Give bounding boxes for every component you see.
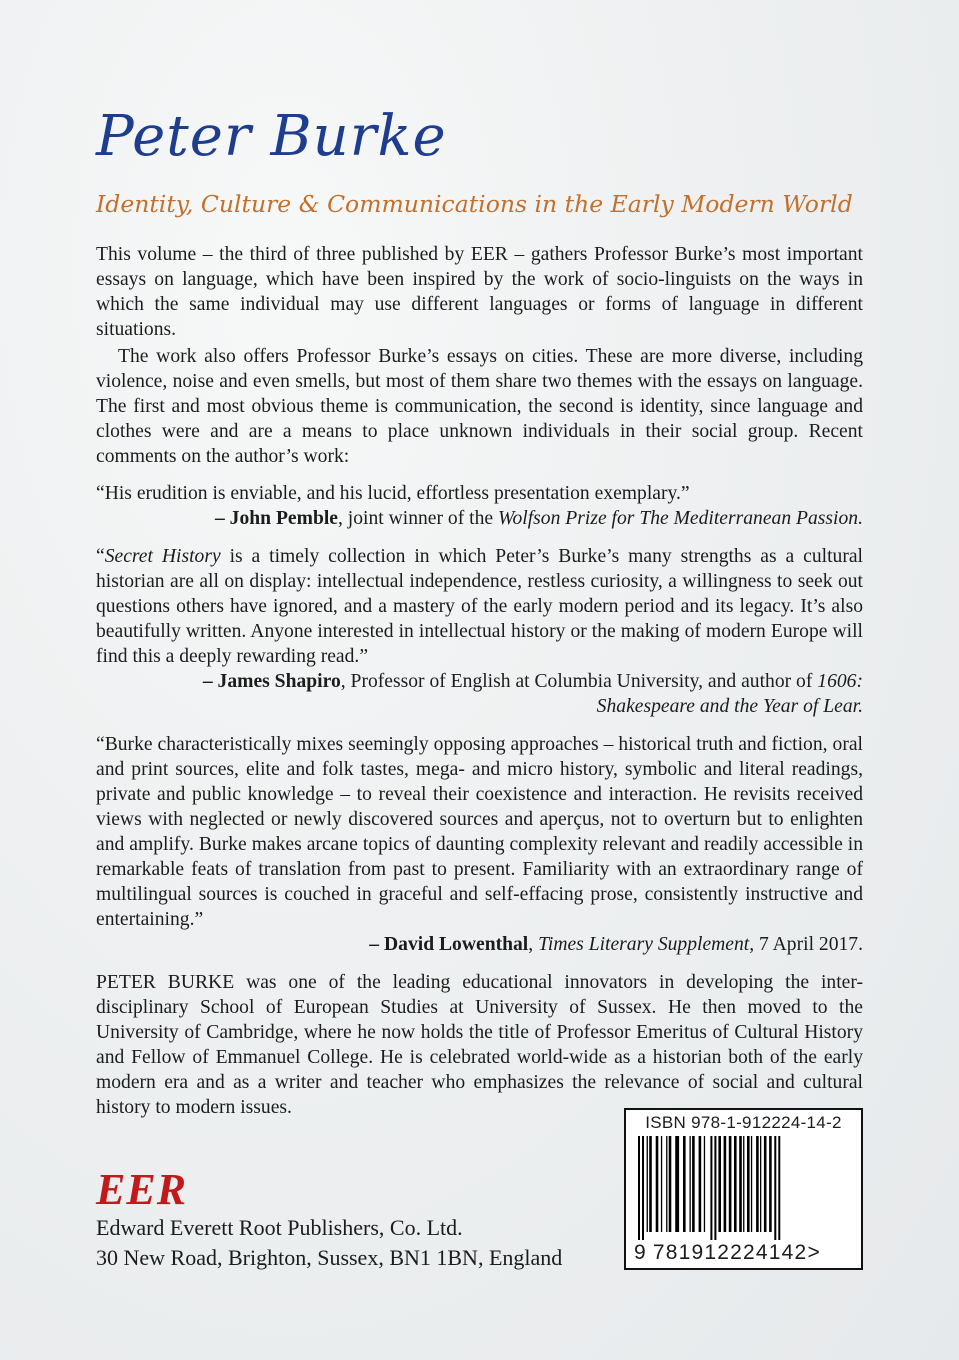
isbn-digits: 9 781912224142> xyxy=(634,1241,821,1264)
book-subtitle: Identity, Culture & Communications in the Early Modern World xyxy=(96,190,853,218)
quote-text: “Secret History is a timely collection in which Peter’s Burke’s many strengths as a cultural historian are all on display: intellectual independence, restless curiosity, a willingness to seek out questions others have ignored, and a mastery of the early modern period and its legacy. It’s also beautifully written. Anyone interested in intellectual history or the making of modern Europe will find this a deeply rewarding read.” xyxy=(96,546,863,667)
isbn-barcode xyxy=(624,1108,863,1270)
publisher-logo: EER xyxy=(96,1165,188,1214)
quote-shapiro xyxy=(96,544,863,719)
quote-pemble xyxy=(96,481,863,531)
quote-author: James Shapiro xyxy=(217,671,341,692)
quote-lowenthal xyxy=(96,732,863,957)
publisher-name: Edward Everett Root Publishers, Co. Ltd. xyxy=(96,1215,463,1240)
publisher-address: 30 New Road, Brighton, Sussex, BN1 1BN, England xyxy=(96,1245,563,1270)
quote-text: “His erudition is enviable, and his lucid, effortless presentation exemplary.” xyxy=(96,483,690,504)
barcode-icon xyxy=(636,1136,853,1240)
publisher-block xyxy=(96,1165,563,1272)
isbn-label: ISBN 978-1-912224-14-2 xyxy=(645,1113,842,1132)
book-title: Secret History xyxy=(104,546,221,567)
quote-attribution: – John Pemble, joint winner of the Wolfson Prize for The Mediterranean Passion. xyxy=(214,508,863,529)
author-bio: PETER BURKE was one of the leading educational innovators in developing the inter-disciplinary School of European Studies at University of Sussex. He then moved to the University of Cambridge, where he now holds the title of Professor Emeritus of Cultural History and Fellow of Emmanuel College. He is celebrated world-wide as a historian both of the early modern era and as a writer and teacher who emphasizes the relevance of social and cultural history to modern issues. xyxy=(96,972,863,1118)
quote-attribution: – James Shapiro, Professor of English at Columbia University, and author of 1606: Shakespeare and the Year of Lear. xyxy=(202,671,863,717)
author-name: Peter Burke xyxy=(96,104,447,169)
quote-text: “Burke characteristically mixes seemingly opposing approaches – historical truth and fiction, oral and print sources, elite and folk tastes, mega- and micro history, symbolic and literal readings, private and public knowledge – to reveal their coexistence and interaction. He revisits received views with neglected or newly discovered sources and aperçus, not to overturn but to enlighten and amplify. Burke makes arcane topics of daunting complexity relevant and readily accessible in remarkable feats of translation from past to present. Familiarity with an extraordinary range of multilingual sources is couched in graceful and self-effacing prose, consistently instructive and entertaining.” xyxy=(96,734,863,930)
quote-attribution: – David Lowenthal, Times Literary Supplement, 7 April 2017. xyxy=(369,934,863,955)
intro-paragraph-1: This volume – the third of three published by EER – gathers Professor Burke’s most important essays on language, which have been inspired by the work of socio-linguists on the ways in which the same individual may use different languages or forms of language in different situations. xyxy=(96,244,863,340)
intro-paragraph-2: The work also offers Professor Burke’s essays on cities. These are more diverse, including violence, noise and even smells, but most of them share two themes with the essays on language. The first and most obvious theme is communication, the second is identity, since language and clothes were and are a means to place unknown individuals in their social group. Recent comments on the author’s work: xyxy=(96,346,863,467)
quote-author: John Pemble xyxy=(229,508,338,529)
quote-author: David Lowenthal xyxy=(384,934,529,955)
